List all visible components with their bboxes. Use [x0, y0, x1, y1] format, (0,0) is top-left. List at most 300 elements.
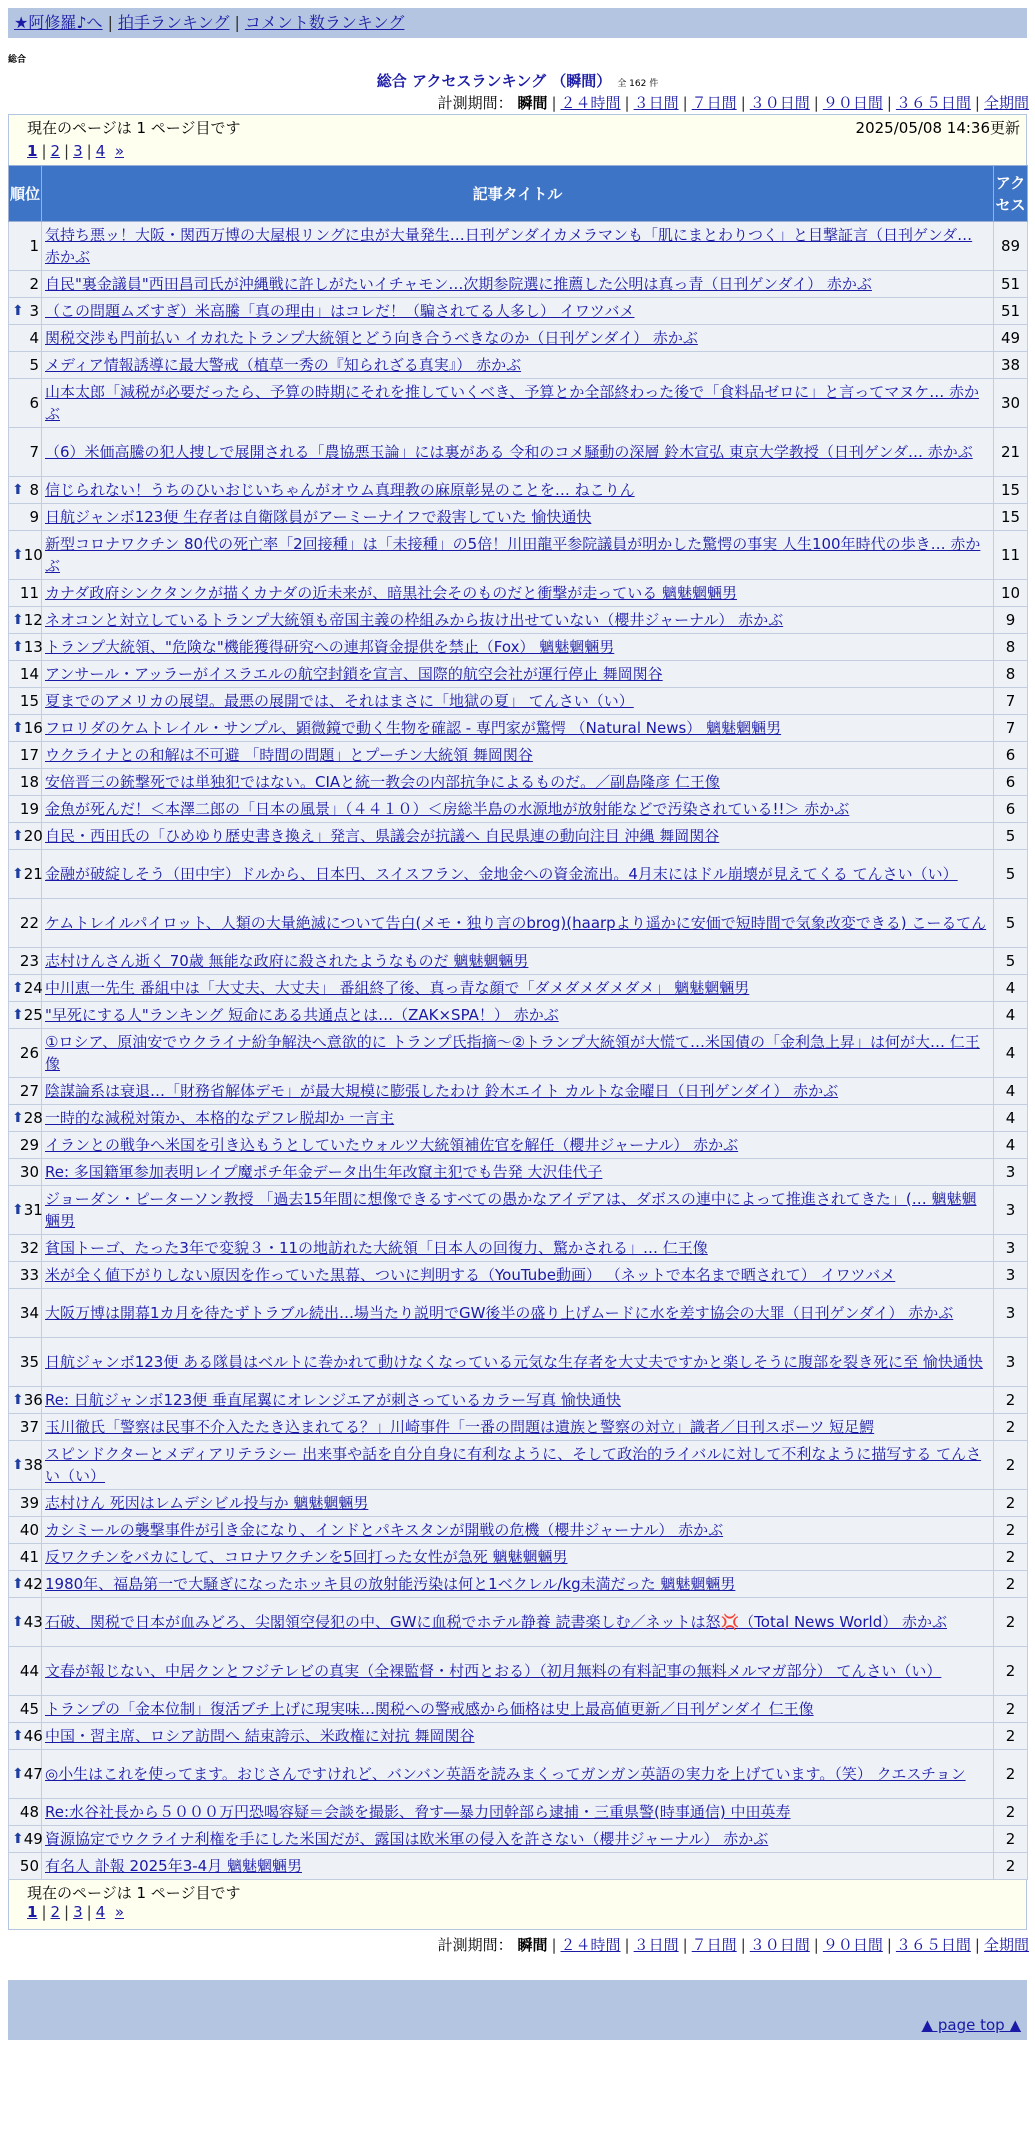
access-count: 2: [994, 1853, 1028, 1880]
period-3d[interactable]: ３日間: [633, 94, 679, 112]
title-cell: [42, 428, 994, 477]
article-title-link[interactable]: アンサール・アッラーがイスラエルの航空封鎖を宣言、国際的航空会社が運行停止 舞岡関谷: [45, 665, 663, 683]
rank-number: 30: [19, 1163, 39, 1181]
table-row: [9, 742, 1028, 769]
access-count: 4: [994, 975, 1028, 1002]
title-cell: [42, 1002, 994, 1029]
access-count: 3: [994, 1159, 1028, 1186]
table-row: [9, 1441, 1028, 1490]
access-count: 2: [994, 1544, 1028, 1571]
table-row: [9, 1387, 1028, 1414]
pager-page-1[interactable]: 1: [27, 142, 38, 160]
pager-page-3[interactable]: 3: [73, 142, 83, 160]
rank-up-arrow-icon: ⬆: [12, 1728, 24, 1744]
article-title-link[interactable]: 資源協定でウクライナ利権を手にした米国だが、露国は欧米軍の侵入を許さない（櫻井ジャーナル） 赤かぶ: [45, 1830, 769, 1848]
article-title-link[interactable]: 信じられない！うちのひいおじいちゃんがオウム真理教の麻原彰晃のことを… ねこりん: [45, 481, 635, 499]
table-row: [9, 1029, 1028, 1078]
article-title-link[interactable]: 貧国トーゴ、たった3年で変貌３・11の地訪れた大統領「日本人の回復力、驚かされる」… 仁王像: [45, 1239, 708, 1257]
rank-cell: [9, 1338, 42, 1387]
rank-cell: [9, 1799, 42, 1826]
article-title-link[interactable]: トランプ大統領、"危険な"機能獲得研究への連邦資金提供を禁止（Fox） 魑魅魍魎男: [45, 638, 615, 656]
footer-bar-bottom: [8, 2010, 1027, 2040]
title-cell: [42, 271, 994, 298]
access-count: 6: [994, 796, 1028, 823]
table-row: [9, 1132, 1028, 1159]
rank-number: 41: [19, 1548, 39, 1566]
table-row: [9, 1105, 1028, 1132]
title-cell: [42, 1159, 994, 1186]
table-row: [9, 1289, 1028, 1338]
access-count: 3: [994, 1235, 1028, 1262]
title-cell: [42, 1544, 994, 1571]
rank-number: 3: [29, 302, 39, 320]
article-title-link[interactable]: 気持ち悪ッ！大阪・関西万博の大屋根リングに虫が大量発生…日刊ゲンダイカメラマンも「肌にまとわりつく」と目撃証言（日刊ゲンダ… 赤かぶ: [45, 226, 973, 266]
rank-up-arrow-icon: ⬆: [12, 1614, 24, 1630]
title-cell: [42, 769, 994, 796]
pager-page-2[interactable]: 2: [50, 142, 61, 160]
rank-cell: [9, 352, 42, 379]
rank-cell: [9, 1105, 42, 1132]
pager-page-2[interactable]: 2: [50, 1903, 61, 1921]
updated-timestamp: 2025/05/08 14:36更新: [855, 119, 1020, 137]
rank-number: 35: [19, 1353, 39, 1371]
rank-up-arrow-icon: ⬆: [12, 1007, 24, 1023]
rank-number: 34: [19, 1304, 39, 1322]
table-row: [9, 379, 1028, 428]
table-row: [9, 899, 1028, 948]
rank-cell: [9, 1387, 42, 1414]
rank-cell: [9, 1750, 42, 1799]
table-row: [9, 688, 1028, 715]
article-title-link[interactable]: フロリダのケムトレイル・サンプル、顕微鏡で動く生物を確認 - 専門家が驚愕 （Natural News） 魑魅魍魎男: [45, 719, 782, 737]
footer-bar: [8, 1980, 1027, 2010]
rank-number: 15: [19, 692, 39, 710]
rank-cell: [9, 531, 42, 580]
rank-number: 44: [19, 1662, 39, 1680]
title-cell: [42, 1647, 994, 1696]
rank-number: 33: [19, 1266, 39, 1284]
rank-cell: [9, 1571, 42, 1598]
access-count: 10: [994, 580, 1028, 607]
rank-up-arrow-icon: ⬆: [12, 547, 24, 563]
title-cell: [42, 948, 994, 975]
access-count: 30: [994, 379, 1028, 428]
period-90d[interactable]: ９０日間: [822, 1936, 883, 1954]
access-count: 4: [994, 1002, 1028, 1029]
title-cell: [42, 580, 994, 607]
rank-cell: [9, 948, 42, 975]
rank-number: 21: [23, 865, 43, 883]
article-title-link[interactable]: （この問題ムズすぎ）米高騰「真の理由」はコレだ！（騙されてる人多し） イワツバメ: [45, 302, 635, 320]
home-link[interactable]: ★阿修羅♪へ: [14, 13, 103, 32]
access-count: 51: [994, 271, 1028, 298]
table-row: [9, 298, 1028, 325]
article-title-link[interactable]: 日航ジャンボ123便 ある隊員はベルトに巻かれて動けなくなっている元気な生存者を大丈夫ですかと楽しそうに腹部を裂き死に至 愉快通快: [45, 1353, 983, 1371]
article-title-link[interactable]: 中国・習主席、ロシア訪問へ 結束誇示、米政権に対抗 舞岡関谷: [45, 1727, 475, 1745]
rank-number: 29: [19, 1136, 39, 1154]
title-cell: [42, 1338, 994, 1387]
access-count: 2: [994, 1387, 1028, 1414]
rank-number: 14: [19, 665, 39, 683]
title-cell: [42, 634, 994, 661]
rank-number: 25: [23, 1006, 43, 1024]
access-count: 2: [994, 1723, 1028, 1750]
col-access-header: アクセス: [994, 166, 1028, 222]
access-count: 6: [994, 769, 1028, 796]
article-title-link[interactable]: 安倍晋三の銃撃死では単独犯ではない。CIAと統一教会の内部抗争によるものだ。／副島隆彦 仁王像: [45, 773, 720, 791]
article-title-link[interactable]: 山本太郎「減税が必要だったら、予算の時期にそれを推していくべき、予算とか全部終わった後で「食料品ゼロに」と言ってマヌケ… 赤かぶ: [45, 383, 980, 423]
title-cell: [42, 796, 994, 823]
period-7d[interactable]: ７日間: [691, 94, 737, 112]
title-cell: [42, 899, 994, 948]
nav-separator: |: [234, 13, 240, 32]
pager-page-4[interactable]: 4: [95, 1903, 106, 1921]
rank-number: 4: [29, 329, 39, 347]
table-row: [9, 1262, 1028, 1289]
article-title-link[interactable]: 夏までのアメリカの展望。最悪の展開では、それはまさに「地獄の夏」 てんさい（い）: [45, 692, 634, 710]
access-count: 7: [994, 688, 1028, 715]
category-label: 総合: [8, 55, 27, 65]
title-cell: [42, 1490, 994, 1517]
article-title-link[interactable]: 志村けん 死因はレムデシビル投与か 魑魅魍魎男: [45, 1494, 369, 1512]
title-cell: [42, 607, 994, 634]
access-count: 3: [994, 1262, 1028, 1289]
article-title-link[interactable]: トランプの「金本位制」復活ブチ上げに現実味…関税への警戒感から価格は史上最高値更新／日刊ゲンダイ 仁王像: [45, 1700, 814, 1718]
access-count: 2: [994, 1647, 1028, 1696]
access-count: 7: [994, 715, 1028, 742]
access-count: 2: [994, 1598, 1028, 1647]
pager-page-1[interactable]: 1: [27, 1903, 38, 1921]
title-cell: [42, 1517, 994, 1544]
article-title-link[interactable]: 関税交渉も門前払い イカれたトランプ大統領とどう向き合うべきなのか（日刊ゲンダイ） 赤かぶ: [45, 329, 698, 347]
rank-cell: [9, 580, 42, 607]
rank-up-arrow-icon: ⬆: [12, 1392, 24, 1408]
table-row: [9, 1414, 1028, 1441]
rank-number: 9: [29, 508, 39, 526]
title-cell: [42, 379, 994, 428]
period-3d[interactable]: ３日間: [633, 1936, 679, 1954]
rank-number: 1: [29, 237, 39, 255]
rank-number: 39: [19, 1494, 39, 1512]
rank-cell: [9, 379, 42, 428]
rank-number: 31: [23, 1201, 43, 1219]
rank-number: 16: [23, 719, 43, 737]
rank-number: 19: [19, 800, 39, 818]
rank-number: 7: [29, 443, 39, 461]
article-title-link[interactable]: スピンドクターとメディアリテラシー 出来事や話を自分自身に有利なように、そして政治的ライバルに対して不利なように描写する てんさい（い）: [45, 1445, 982, 1485]
period-365d[interactable]: ３６５日間: [895, 1936, 971, 1954]
rank-cell: [9, 1441, 42, 1490]
title-cell: [42, 1571, 994, 1598]
rank-number: 18: [19, 773, 39, 791]
title-cell: [42, 975, 994, 1002]
article-title-link[interactable]: 米が全く値下がりしない原因を作っていた黒幕、ついに判明する（YouTube動画） （ネットで本名まで晒されて） イワツバメ: [45, 1266, 896, 1284]
access-count: 2: [994, 1696, 1028, 1723]
rank-cell: [9, 325, 42, 352]
rank-cell: [9, 850, 42, 899]
table-row: [9, 1750, 1028, 1799]
article-title-link[interactable]: 有名人 訃報 2025年3-4月 魑魅魍魎男: [45, 1857, 302, 1875]
article-title-link[interactable]: 一時的な減税対策か、本格的なデフレ脱却か 一言主: [45, 1109, 395, 1127]
table-row: [9, 796, 1028, 823]
period-selector-bottom: 計測期間： 瞬間 | ２４時間 | ３日間 | ７日間 | ３０日間 | ９０日間 | ３６５日間 | 全期間: [437, 1936, 1029, 1954]
period-365d[interactable]: ３６５日間: [895, 94, 971, 112]
title-cell: [42, 1598, 994, 1647]
period-selector-top: 計測期間： 瞬間 | ２４時間 | ３日間 | ７日間 | ３０日間 | ９０日間 | ３６５日間 | 全期間: [437, 94, 1029, 112]
title-cell: [42, 1750, 994, 1799]
title-cell: [42, 688, 994, 715]
rank-up-arrow-icon: ⬆: [12, 612, 24, 628]
pager-page-3[interactable]: 3: [73, 1903, 83, 1921]
rank-cell: [9, 1078, 42, 1105]
rank-cell: [9, 1262, 42, 1289]
rank-cell: [9, 899, 42, 948]
table-row: [9, 271, 1028, 298]
article-title-link[interactable]: 新型コロナワクチン 80代の死亡率「2回接種」は「未接種」の5倍！川田龍平参院議員が明かした驚愕の事実 人生100年時代の歩き… 赤かぶ: [45, 535, 981, 575]
rank-number: 17: [19, 746, 39, 764]
title-cell: [42, 1441, 994, 1490]
table-row: [9, 769, 1028, 796]
article-title-link[interactable]: ジョーダン・ピーターソン教授 「過去15年間に想像できるすべての愚かなアイデアは、ダボスの連中によって推進されてきた」(… 魑魅魍魎男: [45, 1190, 977, 1230]
page-status-panel-bottom: [8, 1880, 1027, 1930]
table-row: [9, 850, 1028, 899]
title-cell: [42, 1826, 994, 1853]
table-row: [9, 1078, 1028, 1105]
table-row: [9, 1826, 1028, 1853]
rank-number: 23: [19, 952, 39, 970]
title-cell: [42, 1696, 994, 1723]
pager-page-4[interactable]: 4: [95, 142, 106, 160]
article-title-link[interactable]: カナダ政府シンクタンクが描くカナダの近未来が、暗黒社会そのものだと衝撃が走っている 魑魅魍魎男: [45, 584, 737, 602]
article-title-link[interactable]: 中川恵一先生 番組中は「大丈夫、大丈夫」 番組終了後、真っ青な顔で「ダメダメダメダメ」 魑魅魍魎男: [45, 979, 750, 997]
article-title-link[interactable]: イランとの戦争へ米国を引き込もうとしていたウォルツ大統領補佐官を解任（櫻井ジャーナル） 赤かぶ: [45, 1136, 739, 1154]
access-count: 5: [994, 948, 1028, 975]
rank-up-arrow-icon: ⬆: [12, 1202, 24, 1218]
rank-number: 49: [23, 1830, 43, 1848]
rank-up-arrow-icon: ⬆: [12, 1766, 24, 1782]
rank-number: 37: [19, 1418, 39, 1436]
rank-cell: [9, 1159, 42, 1186]
article-title-link[interactable]: カシミールの襲撃事件が引き金になり、インドとパキスタンが開戦の危機（櫻井ジャーナル） 赤かぶ: [45, 1521, 724, 1539]
article-title-link[interactable]: 自民"裏金議員"西田昌司氏が沖縄戦に許しがたいイチャモン…次期参院選に推薦した公明は真っ青（日刊ゲンダイ） 赤かぶ: [45, 275, 872, 293]
rank-cell: [9, 1723, 42, 1750]
title-cell: [42, 1186, 994, 1235]
rank-cell: [9, 688, 42, 715]
period-24h[interactable]: ２４時間: [560, 1936, 621, 1954]
comment-ranking-link[interactable]: コメント数ランキング: [244, 13, 405, 32]
rank-number: 10: [23, 546, 43, 564]
rank-cell: [9, 1235, 42, 1262]
rank-number: 2: [29, 275, 39, 293]
article-title-link[interactable]: 大阪万博は開幕1カ月を待たずトラブル続出…場当たり説明でGW後半の盛り上げムードに水を差す協会の大罪（日刊ゲンダイ） 赤かぶ: [45, 1304, 954, 1322]
article-title-link[interactable]: 文春が報じない、中居クンとフジテレビの真実（全裸監督・村西とおる）（初月無料の有料記事の無料メルマガ部分） てんさい（い）: [45, 1662, 942, 1680]
period-7d[interactable]: ７日間: [691, 1936, 737, 1954]
period-24h[interactable]: ２４時間: [560, 94, 621, 112]
table-row: [9, 715, 1028, 742]
period-current: 瞬間: [517, 94, 548, 112]
rank-number: 20: [23, 827, 43, 845]
rank-cell: [9, 1132, 42, 1159]
article-title-link[interactable]: ケムトレイルパイロット、人類の大量絶滅について告白(メモ・独り言のbrog)(haarpより遥かに安価で短時間で気象改変できる) こーるてん: [45, 914, 987, 932]
title-cell: [42, 1262, 994, 1289]
article-title-link[interactable]: ウクライナとの和解は不可避 「時間の問題」とプーチン大統領 舞岡関谷: [45, 746, 533, 764]
access-count: 4: [994, 1132, 1028, 1159]
rank-up-arrow-icon: ⬆: [12, 1457, 24, 1473]
table-row: [9, 607, 1028, 634]
rank-number: 48: [19, 1803, 39, 1821]
rank-number: 26: [19, 1044, 39, 1062]
rank-number: 38: [23, 1456, 43, 1474]
page-status-text: 現在のページは 1 ページ目です: [27, 119, 241, 137]
title-cell: [42, 222, 994, 271]
rank-up-arrow-icon: ⬆: [12, 303, 24, 319]
access-count: 21: [994, 428, 1028, 477]
rank-cell: [9, 742, 42, 769]
period-30d[interactable]: ３０日間: [749, 94, 810, 112]
rank-cell: [9, 504, 42, 531]
table-row: [9, 1544, 1028, 1571]
top-nav: [8, 8, 1027, 38]
col-title-header: 記事タイトル: [42, 166, 994, 222]
article-title-link[interactable]: 1980年、福島第一で大騒ぎになったホッキ貝の放射能汚染は何と1ベクレル/kg未満だった 魑魅魍魎男: [45, 1575, 736, 1593]
access-count: 2: [994, 1490, 1028, 1517]
rank-cell: [9, 1853, 42, 1880]
ranking-table: [8, 165, 1028, 1880]
rank-cell: [9, 1826, 42, 1853]
rank-cell: [9, 1598, 42, 1647]
article-title-link[interactable]: "早死にする人"ランキング 短命にある共通点とは…（ZAK×SPA！） 赤かぶ: [45, 1006, 559, 1024]
period-90d[interactable]: ９０日間: [822, 94, 883, 112]
table-row: [9, 1490, 1028, 1517]
rank-number: 12: [23, 611, 43, 629]
article-title-link[interactable]: メディア情報誘導に最大警戒（植草一秀の『知られざる真実』） 赤かぶ: [45, 356, 522, 374]
page-title: 総合 アクセスランキング （瞬間）: [376, 72, 612, 90]
article-title-link[interactable]: Re:水谷社長から５０００万円恐喝容疑＝会談を撮影、脅す―暴力団幹部ら逮捕・三重県警(時事通信) 中田英寿: [45, 1803, 791, 1821]
title-cell: [42, 1853, 994, 1880]
pager-bottom: 1 | 2 | 3 | 4 »: [27, 1903, 124, 1921]
total-count: 全 162 件: [617, 79, 659, 89]
access-count: 51: [994, 298, 1028, 325]
table-row: [9, 1159, 1028, 1186]
page-title-row: [0, 70, 1035, 92]
page-top-link[interactable]: ▲ page top ▲: [921, 2016, 1021, 2034]
rank-cell: [9, 1289, 42, 1338]
table-row: [9, 1002, 1028, 1029]
article-title-link[interactable]: 石破、関税で日本が血みどろ、尖閣領空侵犯の中、GWに血税でホテル静養 読書楽しむ／ネットは怒💢（Total News World） 赤かぶ: [45, 1613, 948, 1631]
access-count: 5: [994, 899, 1028, 948]
rank-number: 24: [23, 979, 43, 997]
article-title-link[interactable]: （6）米価高騰の犯人捜しで展開される「農協悪玉論」には裏がある 令和のコメ騒動の深層 鈴木宣弘 東京大学教授（日刊ゲンダ… 赤かぶ: [45, 443, 973, 461]
title-cell: [42, 823, 994, 850]
rank-number: 40: [19, 1521, 39, 1539]
table-row: [9, 1517, 1028, 1544]
rank-up-arrow-icon: ⬆: [12, 482, 24, 498]
access-count: 15: [994, 477, 1028, 504]
article-title-link[interactable]: 日航ジャンボ123便 生存者は自衛隊員がアーミーナイフで殺害していた 愉快通快: [45, 508, 592, 526]
page-status-text-bottom: 現在のページは 1 ページ目です: [27, 1884, 241, 1902]
table-row: [9, 1853, 1028, 1880]
rank-up-arrow-icon: ⬆: [12, 639, 24, 655]
access-count: 8: [994, 661, 1028, 688]
article-title-link[interactable]: Re: 多国籍軍参加表明レイプ魔ポチ年金データ出生年改竄主犯でも告発 大沢佳代子: [45, 1163, 603, 1181]
table-row: [9, 1571, 1028, 1598]
rank-number: 27: [19, 1082, 39, 1100]
article-title-link[interactable]: 玉川徹氏「警察は民事不介入たたき込まれてる？」川崎事件「一番の問題は遺族と警察の対立」識者／日刊スポーツ 短足鰐: [45, 1418, 875, 1436]
article-title-link[interactable]: ◎小生はこれを使ってます。おじさんですけれど、バンバン英語を読みまくってガンガン英語の実力を上げています。（笑） クエスチョン: [45, 1765, 966, 1783]
article-title-link[interactable]: 自民・西田氏の「ひめゆり歴史書き換え」発言、県議会が抗議へ 自民県連の動向注目 沖縄 舞岡関谷: [45, 827, 720, 845]
rank-number: 22: [19, 914, 39, 932]
rank-number: 13: [23, 638, 43, 656]
title-cell: [42, 661, 994, 688]
rank-cell: [9, 661, 42, 688]
access-count: 3: [994, 1186, 1028, 1235]
access-count: 2: [994, 1517, 1028, 1544]
rank-cell: [9, 222, 42, 271]
title-cell: [42, 1105, 994, 1132]
table-row: [9, 1338, 1028, 1387]
period-all[interactable]: 全期間: [983, 94, 1029, 112]
access-count: 15: [994, 504, 1028, 531]
rank-up-arrow-icon: ⬆: [12, 828, 24, 844]
period-30d[interactable]: ３０日間: [749, 1936, 810, 1954]
rank-cell: [9, 428, 42, 477]
period-all[interactable]: 全期間: [983, 1936, 1029, 1954]
rank-up-arrow-icon: ⬆: [12, 1576, 24, 1592]
table-row: [9, 1799, 1028, 1826]
rank-up-arrow-icon: ⬆: [12, 720, 24, 736]
title-cell: [42, 477, 994, 504]
article-title-link[interactable]: 志村けんさん逝く 70歳 無能な政府に殺されたようなものだ 魑魅魍魎男: [45, 952, 529, 970]
pager-next[interactable]: »: [114, 1903, 124, 1921]
clap-ranking-link[interactable]: 拍手ランキング: [117, 13, 230, 32]
article-title-link[interactable]: 金融が破綻しそう（田中宇）ドルから、日本円、スイスフラン、金地金への資金流出。4月末にはドル崩壊が見えてくる てんさい（い）: [45, 865, 958, 883]
access-count: 38: [994, 352, 1028, 379]
rank-up-arrow-icon: ⬆: [12, 1831, 24, 1847]
rank-cell: [9, 769, 42, 796]
title-cell: [42, 1235, 994, 1262]
article-title-link[interactable]: 陰謀論系は衰退…「財務省解体デモ」が最大規模に膨張したわけ 鈴木エイト カルトな金曜日（日刊ゲンダイ） 赤かぶ: [45, 1082, 839, 1100]
rank-cell: [9, 1414, 42, 1441]
article-title-link[interactable]: 金魚が死んだ！＜本澤二郎の「日本の風景」（４４１０）＜房総半島の水源地が放射能などで汚染されている!!＞ 赤かぶ: [45, 800, 850, 818]
rank-number: 46: [23, 1727, 43, 1745]
article-title-link[interactable]: Re: 日航ジャンボ123便 垂直尾翼にオレンジエアが刺さっているカラー写真 愉快通快: [45, 1391, 621, 1409]
access-count: 8: [994, 634, 1028, 661]
title-cell: [42, 531, 994, 580]
title-cell: [42, 850, 994, 899]
rank-cell: [9, 1647, 42, 1696]
article-title-link[interactable]: 反ワクチンをバカにして、コロナワクチンを5回打った女性が急死 魑魅魍魎男: [45, 1548, 568, 1566]
table-row: [9, 975, 1028, 1002]
access-count: 11: [994, 531, 1028, 580]
table-row: [9, 1723, 1028, 1750]
access-count: 5: [994, 850, 1028, 899]
rank-number: 36: [23, 1391, 43, 1409]
title-cell: [42, 742, 994, 769]
article-title-link[interactable]: ネオコンと対立しているトランプ大統領も帝国主義の枠組みから抜け出せていない（櫻井ジャーナル） 赤かぶ: [45, 611, 784, 629]
title-cell: [42, 352, 994, 379]
article-title-link[interactable]: ①ロシア、原油安でウクライナ紛争解決へ意欲的に トランプ氏指摘～②トランプ大統領が大慌て…米国債の「金利急上昇」は何が大… 仁王像: [45, 1033, 980, 1073]
page-status-panel-top: [8, 114, 1027, 165]
access-count: 2: [994, 1441, 1028, 1490]
rank-cell: [9, 1544, 42, 1571]
pager-next[interactable]: »: [114, 142, 124, 160]
period-label: 計測期間：: [437, 1936, 513, 1954]
rank-cell: [9, 715, 42, 742]
access-count: 89: [994, 222, 1028, 271]
rank-number: 11: [19, 584, 39, 602]
rank-up-arrow-icon: ⬆: [12, 980, 24, 996]
rank-number: 8: [29, 481, 39, 499]
